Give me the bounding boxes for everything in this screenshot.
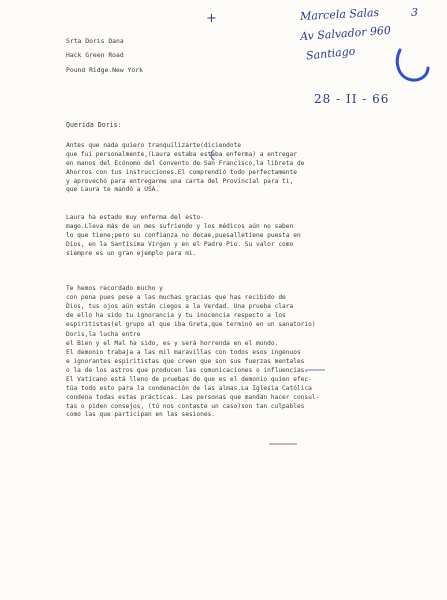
text-line: en manos del Ecónomo del Convento de San Francisco,la libreta de (66, 159, 305, 167)
text-line: o la de los astros que producen las comunicaciones o influencias. (66, 367, 309, 375)
text-line: e ignorantes espiritistas que creen que son sus fuerzas mentales (66, 358, 305, 366)
paragraph-3 (66, 285, 319, 420)
handwritten-page-number: 3 (411, 6, 418, 19)
text-line: siempre es un gran ejemplo para mi. (66, 249, 197, 257)
text-line: tas o piden consejos, (tú nos contaste un caso)son tan culpables (66, 402, 305, 410)
pen-underline-mark-icon (268, 442, 298, 446)
text-line: de ello ha sido tu ignorancia y tu inocencia respecto a los (66, 311, 286, 319)
handwritten-sender-city: Santiago (305, 44, 356, 63)
text-line: túa todo esto para la condenación de las almas.La Iglesia Católica (66, 384, 312, 392)
text-line: espiritistas(el grupo al que iba Greta,que terminó en un sanatorio) (66, 320, 316, 328)
handwritten-sender-name: Marcela Salas (299, 5, 380, 24)
text-line: Antes que nada quiero tranquilizarte(diciendote (66, 142, 242, 149)
address-line: Pound Ridge.New York (66, 66, 143, 74)
text-line: como las que participan en las sesiones. (66, 411, 216, 419)
salutation: Querida Doris: (66, 121, 122, 129)
address-line: Srta Doris Dana (66, 37, 124, 45)
pen-strike-mark-icon (304, 368, 326, 372)
text-line: Laura ha estado muy enferma del esto- (66, 214, 204, 221)
handwritten-sender-street: Av Salvador 960 (299, 23, 392, 44)
text-line: El Vaticano está lleno de pruebas de que es el demonio quien efec- (66, 375, 312, 383)
blue-check-mark-icon (392, 44, 432, 86)
text-line: con pena pues pese a las muchas gracias que has recibido de (66, 293, 286, 301)
handwritten-plus-mark: + (206, 11, 217, 26)
text-line: Dios, tus ojos aún están ciegos a la Verdad. Una prueba clara (66, 302, 294, 310)
text-line: que Laura te mandó a USA. (66, 186, 160, 194)
text-line: Doris,la lucha entre (66, 331, 141, 339)
text-line: el Bien y el Mal ha sido, es y será horrenda en el mundo. (66, 340, 279, 348)
address-line: Hack Green Road (66, 51, 124, 59)
text-line: condena todas estas prácticas. Las personas que mandan hacer consul- (66, 393, 320, 401)
text-line: El demonio trabaja a las mil maravillas con todos esos ingenuos (66, 349, 301, 357)
text-line: Dios, en la Santísima Virgen y en el Padre Pio. Su valor como (66, 240, 294, 248)
text-line: lo que tiene;pero su confianza no decae,puesalletiene puesta en (66, 231, 301, 239)
text-line: mago.Lleva más de un mes sufriendo y los médicos aún no saben (66, 222, 294, 230)
text-line: Te hemos recordado mucho y (66, 285, 163, 292)
text-line: y aprovechó para entregarme una carta del Provincial para ti, (66, 177, 294, 185)
text-line: Ahorros con tus instrucciones.El comprendió todo perfectamente (66, 168, 297, 176)
handwritten-date: 28 - II - 66 (314, 92, 390, 106)
paragraph-2 (66, 214, 301, 258)
text-line: que fui personalmente,(Laura estaba estaba enferma) a entregar (66, 150, 297, 158)
paragraph-1 (66, 142, 304, 195)
pen-bracket-mark-icon (208, 149, 216, 161)
